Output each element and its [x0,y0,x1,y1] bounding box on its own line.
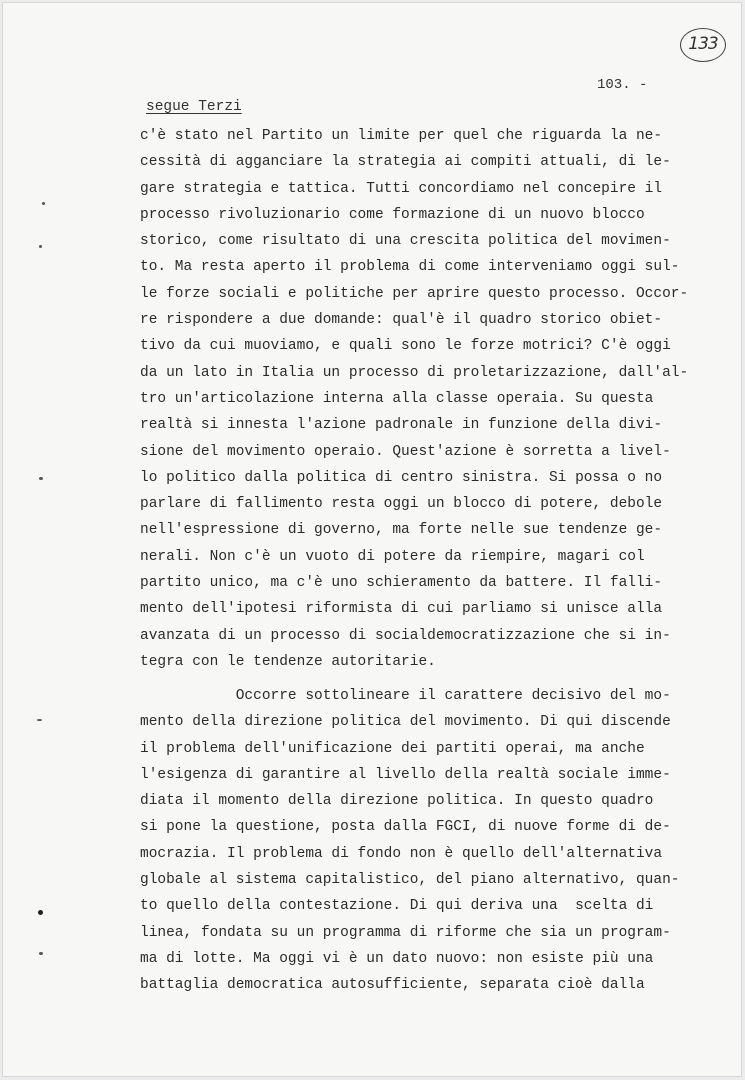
margin-speck [42,202,45,205]
text-line: si pone la questione, posta dalla FGCI, di nuove forme di de- [140,819,671,836]
text-line: globale al sistema capitalistico, del piano alternativo, quan- [140,872,680,889]
text-line: lo politico dalla politica di centro sinistra. Si possa o no [140,469,663,486]
paragraph-1 [140,123,689,675]
text-line: mocrazia. Il problema di fondo non è quello dell'alternativa [140,845,663,862]
archive-stamp [680,28,726,62]
text-line: cessità di agganciare la strategia ai compiti attuali, di le- [140,154,671,171]
text-line: sione del movimento operaio. Quest'azione è sorretta a livel- [140,443,671,460]
text-line: tivo da cui muoviamo, e quali sono le forze motrici? C'è oggi [140,338,671,355]
text-line: avanzata di un processo di socialdemocratizzazione che si in- [140,627,671,644]
text-line: partito unico, ma c'è uno schieramento da battere. Il falli- [140,575,663,592]
text-line: il problema dell'unificazione dei partiti operai, ma anche [140,740,645,757]
paragraph-2 [140,683,680,999]
margin-speck [39,477,43,480]
text-line: realtà si innesta l'azione padronale in funzione della divi- [140,417,663,434]
text-line: gare strategia e tattica. Tutti concordiamo nel concepire il [140,180,663,197]
text-line: to quello della contestazione. Di qui deriva una scelta di [140,898,654,915]
text-line: tegra con le tendenze autoritarie. [140,653,436,670]
text-line: battaglia democratica autosufficiente, separata cioè dalla [140,977,645,994]
document-page [2,2,742,1077]
text-line: c'è stato nel Partito un limite per quel che riguarda la ne- [140,128,663,144]
text-line: ma di lotte. Ma oggi vi è un dato nuovo: non esiste più una [140,950,654,967]
text-line: da un lato in Italia un processo di proletarizzazione, dall'al- [140,364,689,381]
page-number: 103. - [597,77,648,93]
text-line: re rispondere a due domande: qual'è il quadro storico obiet- [140,312,663,329]
margin-speck [38,910,43,915]
text-line: processo rivoluzionario come formazione di un nuovo blocco [140,206,645,223]
text-line: nell'espressione di governo, ma forte nelle sue tendenze ge- [140,522,663,539]
stamp-number: 133 [688,34,718,54]
text-line: parlare di fallimento resta oggi un blocco di potere, debole [140,496,663,513]
text-line: mento della direzione politica del movimento. Di qui discende [140,714,671,731]
text-line: tro un'articolazione interna alla classe operaia. Su questa [140,390,654,407]
text-line: diata il momento della direzione politica. In questo quadro [140,793,654,810]
section-heading: segue Terzi [146,99,242,115]
text-line: mento dell'ipotesi riformista di cui parliamo si unisce alla [140,601,663,618]
margin-speck [37,719,42,721]
margin-speck [39,952,43,955]
text-line: Occorre sottolineare il carattere decisivo del mo- [140,688,671,704]
text-line: storico, come risultato di una crescita politica del movimen- [140,233,671,250]
text-line: to. Ma resta aperto il problema di come interveniamo oggi sul- [140,259,680,276]
margin-speck [39,245,42,248]
text-line: nerali. Non c'è un vuoto di potere da riempire, magari col [140,548,645,565]
text-line: l'esigenza di garantire al livello della realtà sociale imme- [140,766,671,783]
text-line: le forze sociali e politiche per aprire questo processo. Occor- [140,285,689,302]
text-line: linea, fondata su un programma di riforme che sia un program- [140,924,671,941]
